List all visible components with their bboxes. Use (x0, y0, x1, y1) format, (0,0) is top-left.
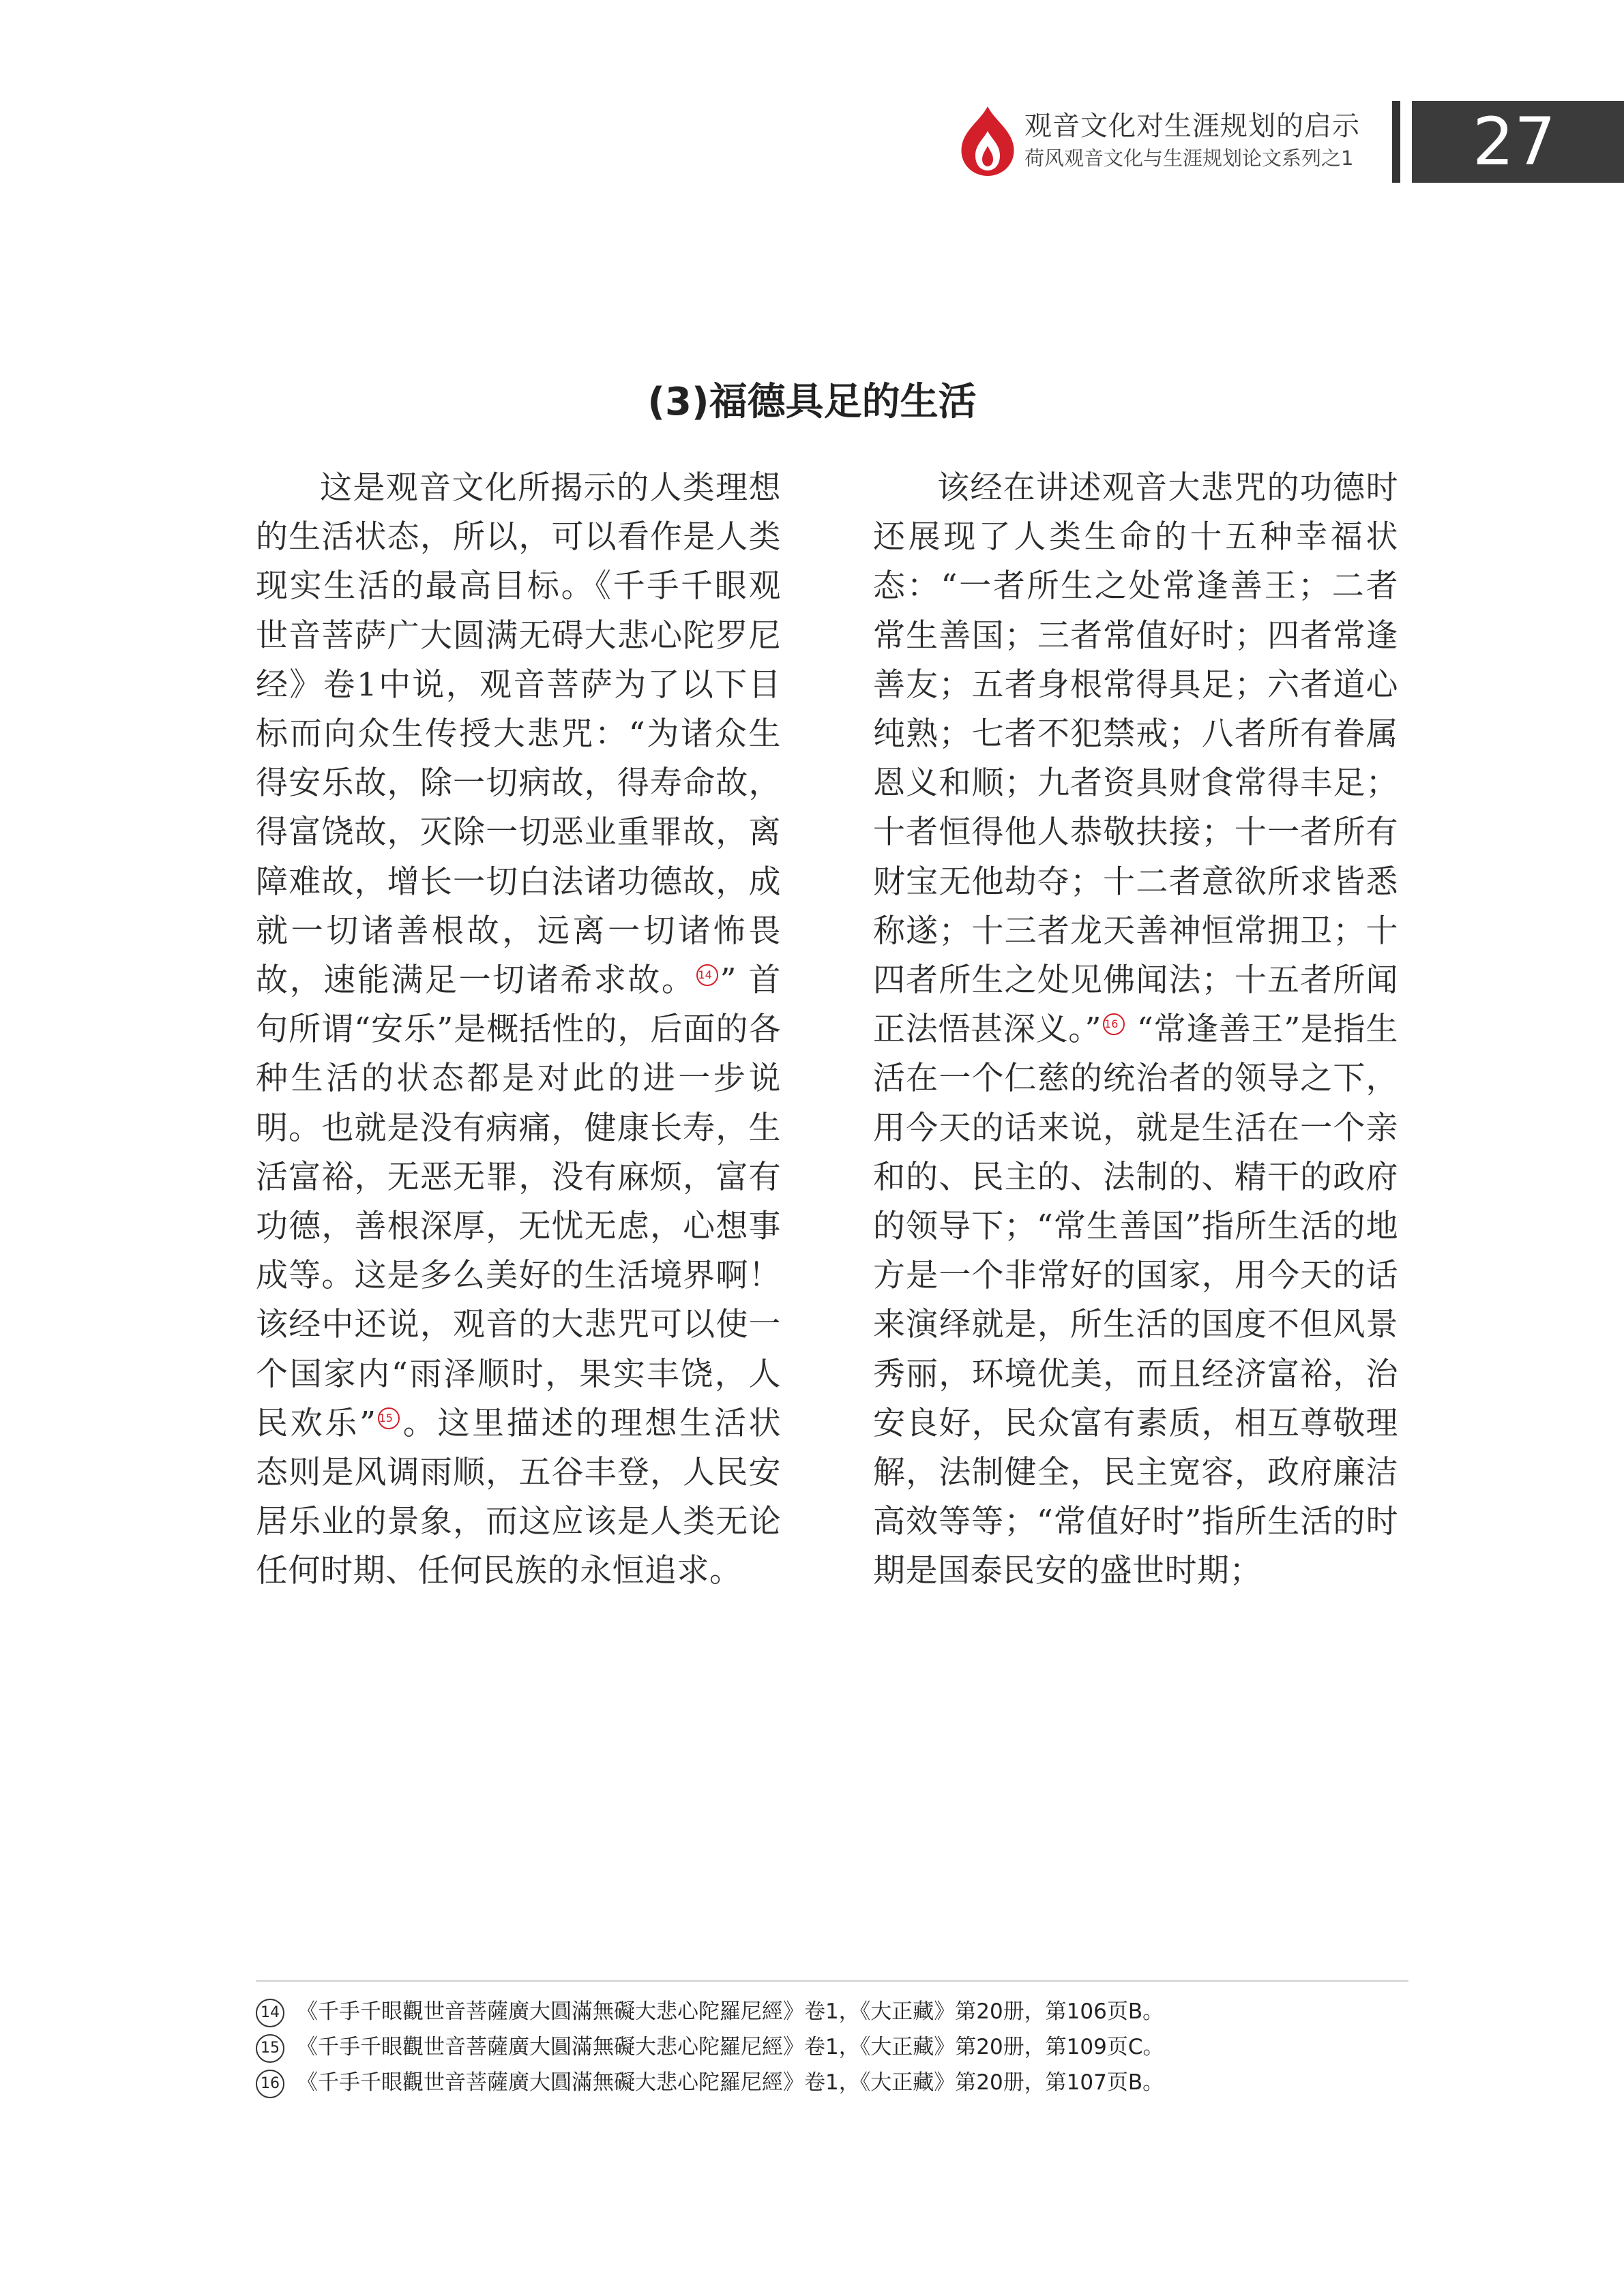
left-text-c: 。这里描述的理想生活状态则是风调雨顺，五谷丰登，人民安居乐业的景象，而这应该是人类无论任何时期、任何民族的永恒追求。 (256, 1404, 782, 1590)
header-titles (1024, 109, 1379, 172)
right-paragraph (873, 464, 1398, 1596)
header-subtitle: 荷风观音文化与生涯规划论文系列之1 (1024, 147, 1354, 170)
page-number-box (1412, 101, 1624, 183)
left-text-a: 这是观音文化所揭示的人类理想的生活状态，所以，可以看作是人类现实生活的最高目标。《千手千眼观世音菩萨广大圆满无碍大悲心陀罗尼经》卷1中说，观音菩萨为了以下目标而向众生传授大悲咒：“为诸众生得安乐故，除一切病故，得寿命故，得富饶故，灭除一切恶业重罪故，离障难故，增长一切白法诸功德故，成就一切诸善根故，远离一切诸怖畏故，速能满足一切诸希求故。 (256, 469, 781, 1000)
right-text-b: “常逢善王”是指生活在一个仁慈的统治者的领导之下，用今天的话来说，就是生活在一个亲和的、民主的、法制的、精干的政府的领导下；“常生善国”指所生活的地方是一个非常好的国家，用今天的话来演绎就是，所生活的国度不但风景秀丽，环境优美，而且经济富裕，治安良好，民众富有素质，相互尊敬理解，法制健全，民主宽容，政府廉洁高效等等；“常值好时”指所生活的时期是国泰民安的盛世时期； (873, 1011, 1398, 1590)
footnote-number: 15 (256, 2034, 284, 2063)
header-divider (1392, 101, 1400, 183)
footnote-text: 《千手千眼觀世音菩薩廣大圓滿無礙大悲心陀羅尼經》卷1，《大正藏》第20册，第106页B。 (297, 1999, 1164, 2024)
footnotes (256, 1994, 1415, 2100)
header-title: 观音文化对生涯规划的启示 (1024, 110, 1360, 142)
footnote-text: 《千手千眼觀世音菩薩廣大圓滿無礙大悲心陀羅尼經》卷1，《大正藏》第20册，第109页C。 (297, 2035, 1164, 2059)
footnote-ref-14[interactable]: 14 (696, 964, 718, 986)
footnote-15 (256, 2029, 1415, 2065)
footnote-ref-16[interactable]: 16 (1103, 1013, 1125, 1035)
right-column (873, 464, 1398, 1596)
footnote-text: 《千手千眼觀世音菩薩廣大圓滿無礙大悲心陀羅尼經》卷1，《大正藏》第20册，第107页B。 (297, 2070, 1164, 2095)
footnote-divider (256, 1980, 1408, 1982)
left-paragraph (256, 464, 781, 1596)
left-text-b: ” 首句所谓“安乐”是概括性的，后面的各种生活的状态都是对此的进一步说明。也就是没有病痛，健康长寿，生活富裕，无恶无罪，没有麻烦，富有功德，善根深厚，无忧无虑，心想事成等。这是多么美好的生活境界啊！该经中还说，观音的大悲咒可以使一个国家内“雨泽顺时，果实丰饶，人民欢乐” (256, 961, 782, 1442)
page-number: 27 (1472, 104, 1556, 180)
footnote-16 (256, 2065, 1415, 2100)
left-column (256, 464, 781, 1596)
footnote-number: 16 (256, 2070, 284, 2098)
lotus-flame-icon (955, 104, 1020, 177)
footnote-ref-15[interactable]: 15 (378, 1407, 400, 1429)
page-header (0, 0, 1624, 205)
footnote-14 (256, 1994, 1415, 2029)
right-text-a: 该经在讲述观音大悲咒的功德时还展现了人类生命的十五种幸福状态：“一者所生之处常逢善王；二者常生善国；三者常值好时；四者常逢善友；五者身根常得具足；六者道心纯熟；七者不犯禁戒；八者所有眷属恩义和顺；九者资具财食常得丰足；十者恒得他人恭敬扶接；十一者所有财宝无他劫夺；十二者意欲所求皆悉称遂；十三者龙天善神恒常拥卫；十四者所生之处见佛闻法；十五者所闻正法悟甚深义。” (873, 469, 1398, 1049)
section-title: (3)福德具足的生活 (647, 380, 977, 424)
footnote-number: 14 (256, 1999, 284, 2027)
